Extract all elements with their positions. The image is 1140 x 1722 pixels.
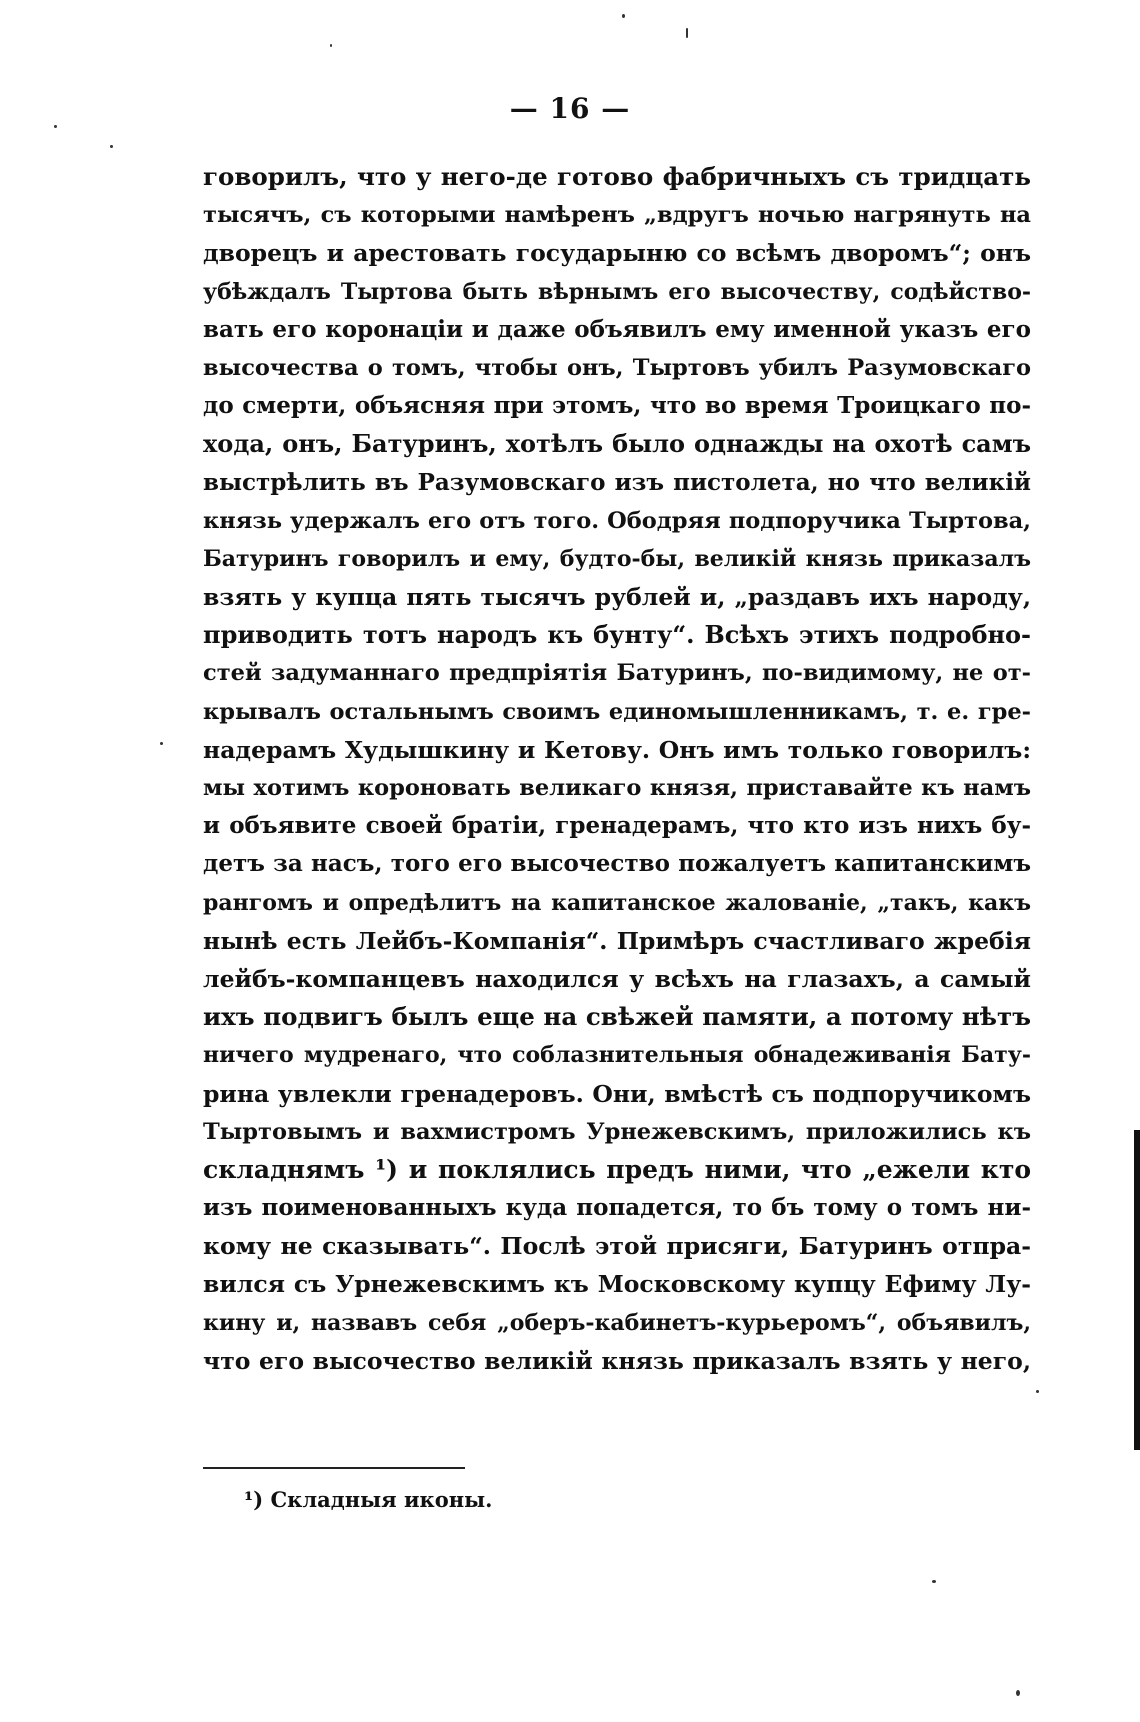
scan-speck xyxy=(330,44,332,47)
body-text xyxy=(203,158,1031,1380)
text-line: стей задуманнаго предпріятія Батуринъ, по-видимому, не от- xyxy=(203,660,1031,687)
text-line: выстрѣлить въ Разумовскаго изъ пистолета, но что великій xyxy=(203,468,1031,496)
text-line: приводить тотъ народъ къ бунту“. Всѣхъ этихъ подробно- xyxy=(203,620,1031,650)
text-line: ихъ подвигъ былъ еще на свѣжей памяти, а потому нѣтъ xyxy=(203,1002,1031,1032)
scan-speck xyxy=(1036,1390,1039,1393)
text-line: говорилъ, что у него-де готово фабричныхъ съ тридцать xyxy=(203,162,1031,191)
footnote-divider xyxy=(203,1467,465,1469)
text-line: убѣждалъ Тыртова быть вѣрнымъ его высочеству, содѣйство- xyxy=(203,278,1031,305)
text-line: ничего мудренаго, что соблазнительныя обнадеживанія Бату- xyxy=(203,1042,1031,1069)
text-line: и объявите своей братіи, гренадерамъ, что кто изъ нихъ бу- xyxy=(203,812,1031,840)
scan-speck xyxy=(932,1580,936,1583)
text-line: складнямъ ¹) и поклялись предъ ними, что „ежели кто xyxy=(203,1154,1031,1184)
footnote: ¹) Складныя иконы. xyxy=(244,1487,493,1512)
text-line: мы хотимъ короновать великаго князя, приставайте къ намъ xyxy=(203,775,1031,801)
text-line: хода, онъ, Батуринъ, хотѣлъ было однажды на охотѣ самъ xyxy=(203,429,1031,459)
text-line: крывалъ остальнымъ своимъ единомышленникамъ, т. е. гре- xyxy=(203,698,1031,725)
text-line: вать его коронаціи и даже объявилъ ему именной указъ его xyxy=(203,315,1031,343)
text-line: что его высочество великій князь приказалъ взять у него, xyxy=(203,1346,1031,1375)
text-line: кому не сказывать“. Послѣ этой присяги, Батуринъ отпра- xyxy=(203,1232,1031,1261)
scan-speck xyxy=(1016,1690,1020,1696)
text-line: кину и, назвавъ себя „оберъ-кабинетъ-курьеромъ“, объявилъ, xyxy=(203,1309,1031,1336)
text-line: высочества о томъ, чтобы онъ, Тыртовъ убилъ Разумовскаго xyxy=(203,354,1031,381)
text-line: Тыртовымъ и вахмистромъ Урнежевскимъ, приложились къ xyxy=(203,1118,1031,1145)
scan-edge-shadow xyxy=(1134,1130,1140,1450)
text-line: тысячъ, съ которыми намѣренъ „вдругъ ночью нагрянуть на xyxy=(203,202,1031,229)
scan-speck xyxy=(686,28,688,38)
text-line: рангомъ и опредѣлитъ на капитанское жалованіе, „такъ, какъ xyxy=(203,889,1031,916)
text-line: изъ поименованныхъ куда попадется, то бъ тому о томъ ни- xyxy=(203,1194,1031,1222)
text-line: взять у купца пять тысячъ рублей и, „раздавъ ихъ народу, xyxy=(203,583,1031,612)
text-line: Батуринъ говорилъ и ему, будто-бы, великій князь приказалъ xyxy=(203,545,1031,572)
scan-speck xyxy=(160,742,163,745)
text-line: князь удержалъ его отъ того. Ободряя подпоручика Тыртова, xyxy=(203,507,1031,534)
scan-speck xyxy=(54,125,57,128)
text-line: лейбъ-компанцевъ находился у всѣхъ на глазахъ, а самый xyxy=(203,964,1031,993)
text-line: дворецъ и арестовать государыню со всѣмъ дворомъ“; онъ xyxy=(203,239,1031,268)
text-line: вился съ Урнежевскимъ къ Московскому купцу Ефиму Лу- xyxy=(203,1270,1031,1299)
text-line: детъ за насъ, того его высочество пожалуетъ капитанскимъ xyxy=(203,850,1031,878)
scan-speck xyxy=(622,14,625,18)
text-line: рина увлекли гренадеровъ. Они, вмѣстѣ съ подпоручикомъ xyxy=(203,1079,1031,1108)
text-line: надерамъ Худышкину и Кетову. Онъ имъ только говорилъ: xyxy=(203,735,1031,764)
page-number: — 16 — xyxy=(509,92,631,125)
scan-speck xyxy=(110,145,113,148)
text-line: нынѣ есть Лейбъ-Компанія“. Примѣръ счастливаго жребія xyxy=(203,926,1031,955)
text-line: до смерти, объясняя при этомъ, что во время Троицкаго по- xyxy=(203,392,1031,420)
